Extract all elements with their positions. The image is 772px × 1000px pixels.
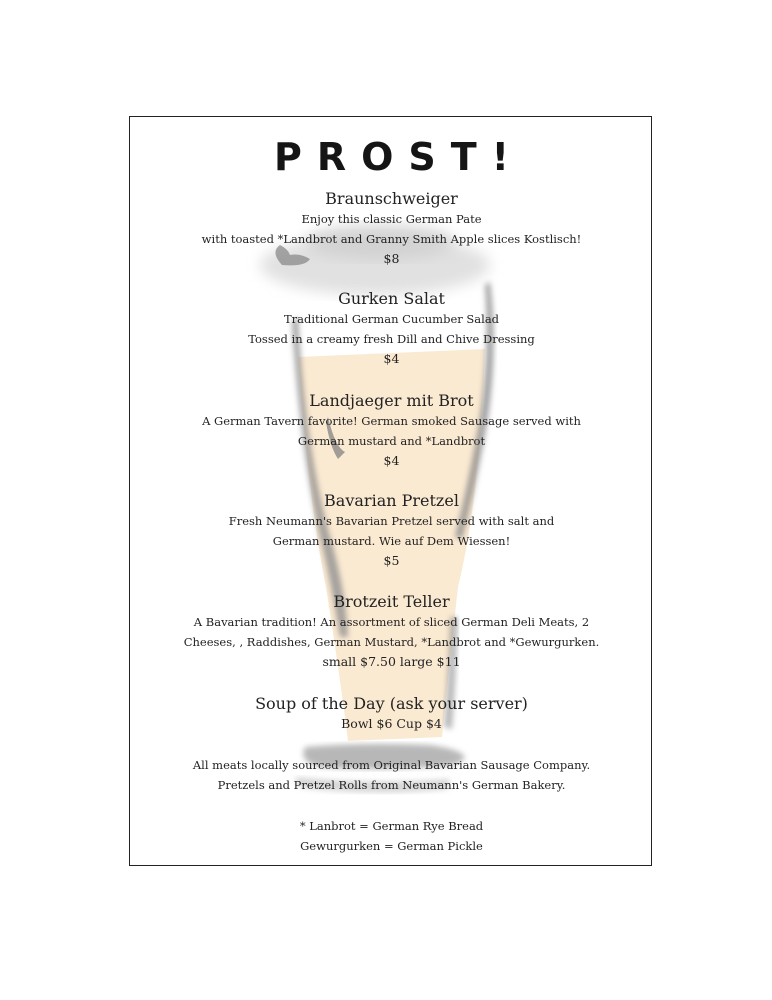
menu-page bbox=[129, 116, 652, 866]
item-description: Cheeses, , Raddishes, German Mustard, *Landbrot and *Gewurgurken. bbox=[183, 635, 600, 649]
menu-item-soup-of-the-day bbox=[130, 694, 652, 734]
sourcing-note bbox=[130, 755, 652, 795]
item-description: A Bavarian tradition! An assortment of sliced German Deli Meats, 2 bbox=[193, 615, 590, 629]
item-price: $5 bbox=[383, 553, 400, 568]
item-name: Landjaeger mit Brot bbox=[309, 391, 474, 410]
menu-item-landjaeger bbox=[130, 391, 652, 471]
item-price: Bowl $6 Cup $4 bbox=[341, 716, 442, 731]
glossary-line: * Lanbrot = German Rye Bread bbox=[299, 819, 484, 833]
glossary bbox=[130, 816, 652, 856]
item-name: Braunschweiger bbox=[325, 189, 458, 208]
item-price: $8 bbox=[383, 251, 400, 266]
item-name: Brotzeit Teller bbox=[333, 592, 450, 611]
menu-item-bavarian-pretzel bbox=[130, 491, 652, 571]
item-name: Gurken Salat bbox=[338, 289, 445, 308]
item-description: Enjoy this classic German Pate bbox=[301, 212, 482, 226]
menu-item-braunschweiger bbox=[130, 189, 652, 269]
glossary-line: Gewurgurken = German Pickle bbox=[300, 839, 483, 853]
item-description: with toasted *Landbrot and Granny Smith Apple slices Kostlisch! bbox=[201, 232, 582, 246]
item-name: Bavarian Pretzel bbox=[324, 491, 459, 510]
item-price: $4 bbox=[383, 453, 400, 468]
item-description: Fresh Neumann's Bavarian Pretzel served with salt and bbox=[228, 514, 555, 528]
item-price: small $7.50 large $11 bbox=[322, 654, 461, 669]
item-description: A German Tavern favorite! German smoked Sausage served with bbox=[202, 414, 581, 428]
menu-item-gurken-salat bbox=[130, 289, 652, 369]
menu-item-brotzeit-teller bbox=[130, 592, 652, 672]
sourcing-line: Pretzels and Pretzel Rolls from Neumann's German Bakery. bbox=[217, 778, 566, 792]
item-price: $4 bbox=[383, 351, 400, 366]
item-description: German mustard and *Landbrot bbox=[297, 434, 486, 448]
sourcing-line: All meats locally sourced from Original Bavarian Sausage Company. bbox=[192, 758, 591, 772]
item-description: Tossed in a creamy fresh Dill and Chive Dressing bbox=[248, 332, 535, 346]
item-description: Traditional German Cucumber Salad bbox=[283, 312, 500, 326]
menu-title: PROST! bbox=[273, 135, 525, 179]
item-name: Soup of the Day (ask your server) bbox=[255, 694, 528, 713]
item-description: German mustard. Wie auf Dem Wiessen! bbox=[272, 534, 511, 548]
